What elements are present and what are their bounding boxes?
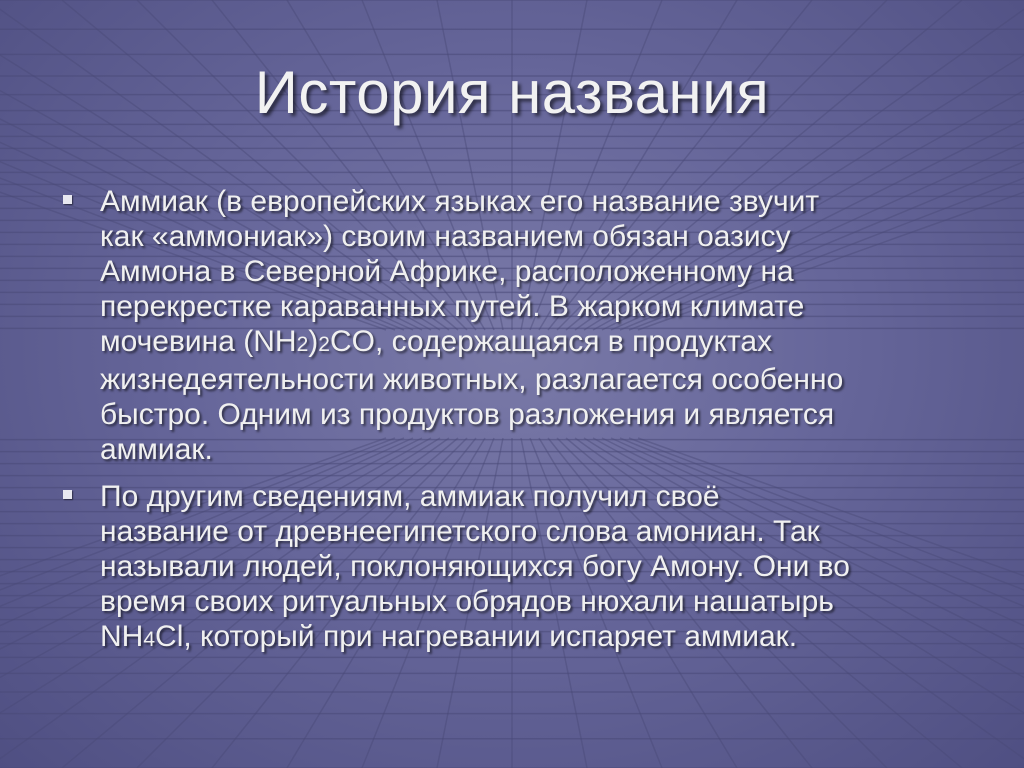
subscript-digit: 2 bbox=[296, 333, 309, 356]
bullet-text-line bbox=[100, 254, 960, 289]
text-run: быстро. Одним из продуктов разложения и является bbox=[100, 398, 835, 431]
bullet-text-line bbox=[100, 219, 960, 254]
text-run: Аммиак (в европейских языках его название звучит bbox=[100, 185, 820, 218]
bullet-text-line bbox=[100, 584, 960, 619]
bullet-item bbox=[60, 184, 960, 467]
text-run: CO, содержащаяся в продуктах bbox=[329, 325, 773, 358]
slide-title: История названия bbox=[254, 59, 770, 126]
bullet-text-line bbox=[100, 324, 960, 362]
text-run: жизнедеятельности животных, разлагается особенно bbox=[100, 363, 844, 396]
bullet-text-line bbox=[100, 397, 960, 432]
text-run: Cl, который при нагревании испаряет аммиак. bbox=[155, 620, 798, 653]
text-run: как «аммониак») своим названием обязан оазису bbox=[100, 220, 791, 253]
square-bullet-icon bbox=[63, 195, 72, 204]
bullet-text-line bbox=[100, 514, 960, 549]
text-run: время своих ритуальных обрядов нюхали нашатырь bbox=[100, 585, 834, 618]
bullet-text-line bbox=[100, 362, 960, 397]
bullet-text-line bbox=[100, 549, 960, 584]
bullet-text-line bbox=[100, 432, 960, 467]
text-run: Аммона в Северной Африке, расположенному на bbox=[100, 255, 794, 288]
text-run: аммиак. bbox=[100, 433, 213, 466]
subscript-digit: 4 bbox=[143, 628, 156, 651]
text-run: ) bbox=[308, 325, 319, 358]
bullet-text-line bbox=[100, 479, 960, 514]
text-run: название от древнеегипетского слова амониан. Так bbox=[100, 515, 820, 548]
text-run: мочевина (NH bbox=[100, 325, 297, 358]
text-run: По другим сведениям, аммиак получил своё bbox=[100, 480, 720, 513]
bullet-text-line bbox=[100, 289, 960, 324]
square-bullet-icon bbox=[63, 490, 72, 499]
slide-body bbox=[60, 184, 960, 669]
bullet-item bbox=[60, 479, 960, 657]
bullet-text-line bbox=[100, 184, 960, 219]
bullet-text-line bbox=[100, 619, 960, 657]
subscript-digit: 2 bbox=[318, 333, 330, 356]
text-run: NH bbox=[100, 620, 144, 653]
text-run: называли людей, поклоняющихся богу Амону. Они во bbox=[100, 550, 850, 583]
text-run: перекрестке караванных путей. В жарком климате bbox=[100, 290, 805, 323]
